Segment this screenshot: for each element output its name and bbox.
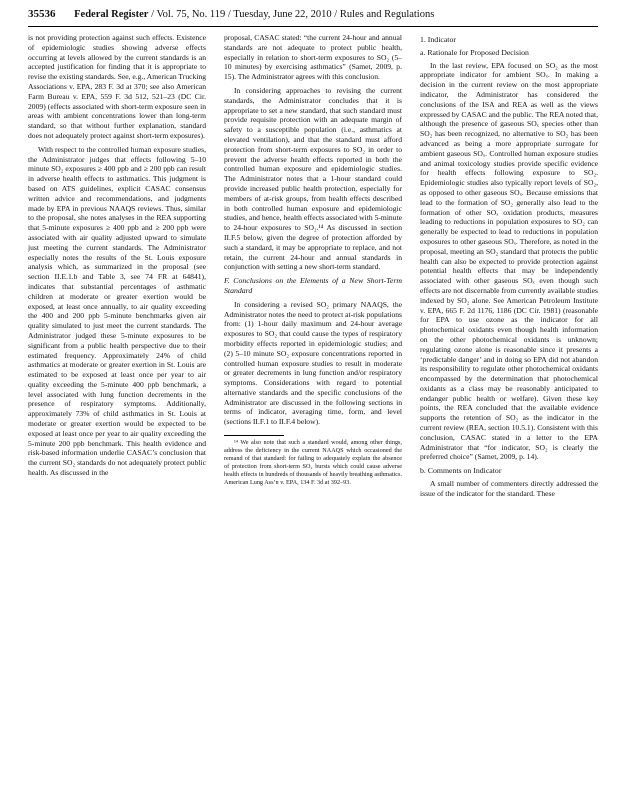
paragraph: With respect to the controlled human exposure studies, the Administrator judges that effects following 5–10 minute SO₂ exposures ≥ 400 ppb and ≥ 200 ppb can result in adverse health effects to asthmatics. This judgment is based on ATS guidelines, explicit CASAC consensus written advice and recommendations, and judgments made by EPA in previous NAAQS reviews. Thus, similar to the proposal, she notes analyses in the REA supporting that 5-minute exposures ≥ 400 ppb and ≥ 200 ppb were associated with air quality adjusted upward to simulate just meeting the current standards. The Administrator especially notes the results of the St. Louis exposure analysis which, as summarized in the proposal (see section II.E.1.b and Table 3, see 74 FR at 64841), indicates that substantial percentages of asthmatic children at moderate or greater exertion would be exposed, at least once annually, to air quality exceeding the 400 and 200 ppb 5-minute benchmarks given air quality simulated to just meet the current standards. The Administrator judged these 5-minute exposures to be significant from a public health perspective due to their estimated frequency. Approximately 24% of child asthmatics at moderate or greater exertion in St. Louis are estimated to be exposed at least once per year to air quality exceeding the 5-minute 400 ppb benchmark, a level associated with lung function decrements in the presence of respiratory symptoms. Additionally, approximately 73% of child asthmatics in St. Louis at moderate or greater exertion would be expected to be exposed at least once per year to air quality exceeding the 5-minute 200 ppb benchmark. This health evidence and risk-based information underlie CASAC’s conclusion that the current SO₂ standards do not adequately protect public health. As discussed in the <box>28 144 206 478</box>
page-header <box>28 8 598 24</box>
column-left <box>28 33 206 793</box>
column-middle <box>224 33 402 793</box>
footnote: ¹⁴ We also note that such a standard would, among other things, address the deficiency in the current NAAQS which occasioned the remand of that standard: for failing to adequately explain the absence of protection from short-term SO₂ bursts which could cause adverse health effects in hundreds of thousands of heavily breathing asthmatics. American Lung Ass’n v. EPA, 134 F. 3d at 392–93. <box>224 439 402 487</box>
page-number: 35536 <box>28 8 56 20</box>
issue-info: / Vol. 75, No. 119 / Tuesday, June 22, 2010 / Rules and Regulations <box>151 9 435 20</box>
section-heading: F. Conclusions on the Elements of a New Short-Term Standard <box>224 276 402 295</box>
paragraph: proposal, CASAC stated: “the current 24-hour and annual standards are not adequate to protect public health, especially in relation to short-term exposures to SO₂ (5–10 minutes) by exercising asthmatics” (Samet, 2009, p. 15). The Administrator agrees with this conclusion. <box>224 33 402 82</box>
paragraph: A small number of commenters directly addressed the issue of the indicator for the standard. These <box>420 479 598 498</box>
section-heading: 1. Indicator <box>420 35 456 44</box>
paragraph: In the last review, EPA focused on SO₂ as the most appropriate indicator for ambient SOₓ. In making a decision in the current review on the most appropriate indicator, the Administrator has considered the conclusions of the ISA and REA as well as the views expressed by CASAC and the public. The REA noted that, although the presence of gaseous SOₓ species other than SO₂ has been recognized, no alternative to SO₂ has been advanced as being a more appropriate surrogate for ambient gaseous SOₓ. Controlled human exposure studies and animal toxicology studies provide specific evidence for health effects following exposure to SO₂. Epidemiologic studies also typically report levels of SO₂, as opposed to other gaseous SOₓ. Because emissions that lead to the formation of SO₂ generally also lead to the formation of other SOₓ oxidation products, measures leading to reductions in population exposures to SO₂ can generally be expected to lead to reductions in population exposures to other gaseous SOₓ. Therefore, as noted in the proposal, meeting an SO₂ standard that protects the public health can also be expected to provide protection against potential health effects that may be independently associated with other gaseous SOₓ even though such effects are not discernable from currently available studies indexed by SO₂ alone. See American Petroleum Institute v. EPA, 665 F. 2d 1176, 1186 (DC Cir. 1981) (reasonable for EPA to use ozone as the indicator for all photochemical oxidants even though health information on the other photochemical oxidants is unknown; regulating ozone alone is reasonable since it presents a ‘predictable danger’ and in doing so EPA did not abandon its responsibility to regulate other photochemical oxidants encompassed by the determination that photochemical oxidants as a class may be reasonably anticipated to endanger public health or welfare). Given these key points, the REA concluded that the available evidence supports the retention of SO₂ as the indicator in the current review (REA, section 10.5.1). Consistent with this conclusion, CASAC stated in a letter to the EPA Administrator that “for indicator, SO₂ is clearly the preferred choice” (Samet, 2009, p. 14). <box>420 60 598 462</box>
subsection-heading: b. Comments on Indicator <box>420 466 502 476</box>
footnote-rule <box>224 435 284 436</box>
journal-name: Federal Register <box>74 9 149 20</box>
paragraph: In considering a revised SO₂ primary NAAQS, the Administrator notes the need to protect at-risk populations from: (1) 1-hour daily maximum and 24-hour average exposures to SO₂ that could cause the types of respiratory morbidity effects reported in epidemiologic studies; and (2) 5–10 minute SO₂ exposure concentrations reported in controlled human exposure studies to result in moderate or greater decrements in lung function and/or respiratory symptoms. Considerations with regard to potential alternative standards and the specific conclusions of the Administrator are discussed in the following sections in terms of indicator, averaging time, form, and level (sections II.F.1 to II.F.4 below). <box>224 299 402 427</box>
paragraph: is not providing protection against such effects. Existence of epidemiologic studies showing adverse effects occurring at levels allowed by the current standards is an accepted justification for finding that it is appropriate to revise the existing standards. See, e.g., American Trucking Associations v. EPA, 283 F. 3d at 370; see also American Farm Bureau v. EPA, 559 F. 3d 512, 521–23 (DC Cir. 2009) (effects associated with short-term exposure seen in areas with ambient concentrations lower than long-term standard, so that without further explanation, standard does not adequately protect against short-term exposures). <box>28 33 206 140</box>
subsection-heading: a. Rationale for Proposed Decision <box>420 47 529 57</box>
column-right <box>420 33 598 793</box>
paragraph: In considering approaches to revising the current standards, the Administrator concludes that it is appropriate to set a new standard, that such standard must provide requisite protection with an adequate margin of safety to a susceptible population (i.e., asthmatics at elevated ventilation), and that the standard must afford protection from short-term exposures to SO₂ in order to prevent the adverse health effects reported in both the controlled human exposure and epidemiologic studies. The Administrator notes that a 1-hour standard could provide increased public health protection, especially for members of at-risk groups, from health effects described in both controlled human exposure and epidemiologic studies, and hence, health effects associated with 5-minute to 24-hour exposures to SO₂.¹⁴ As discussed in section II.F.5 below, given the degree of protection afforded by such a standard, it may be appropriate to replace, and not retain, the current 24-hour and annual standards in conjunction with setting a new short-term standard. <box>224 85 402 272</box>
header-rule <box>28 26 598 27</box>
